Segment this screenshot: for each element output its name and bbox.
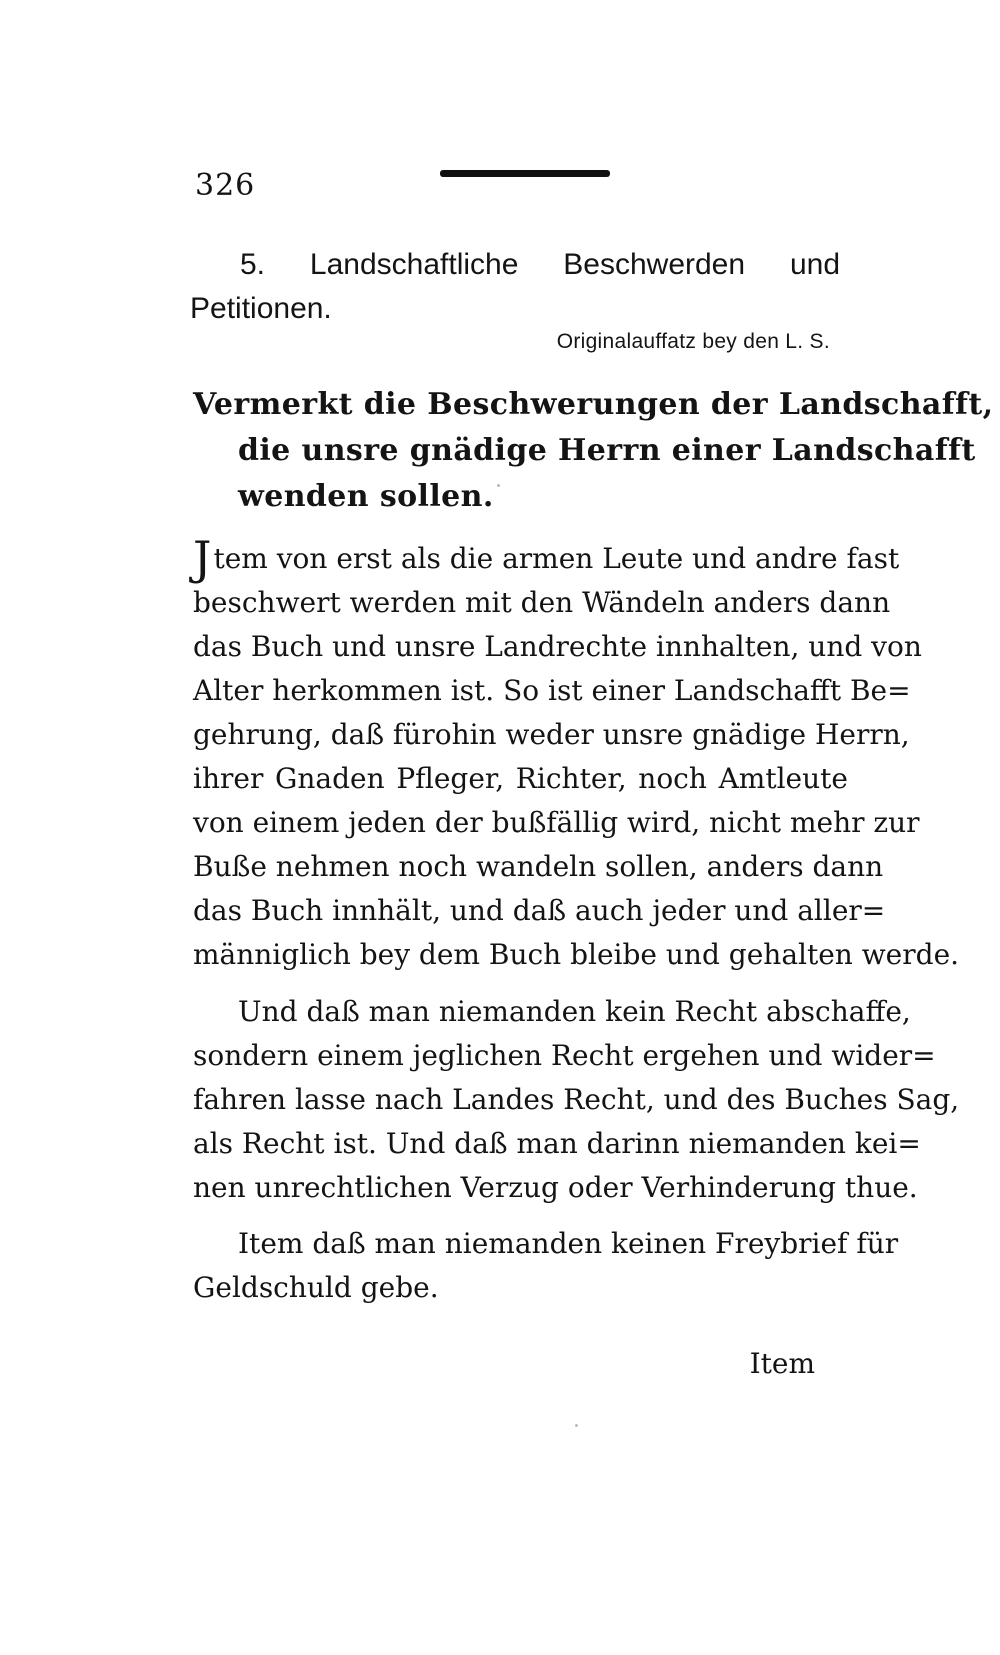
text-line: fahren lasse nach Landes Recht, und des Buches Sag, xyxy=(193,1083,960,1116)
text-line: tem von erst als die armen Leute und andre fast xyxy=(213,542,900,575)
paper-speck xyxy=(497,484,500,487)
source-note: Originalauffatz bey den L. S. xyxy=(556,330,830,353)
title-line: Vermerkt die Beschwerungen der Landschafft, xyxy=(193,387,994,422)
text-line: Item daß man niemanden keinen Freybrief für xyxy=(238,1227,899,1260)
paragraph-1 xyxy=(193,531,960,977)
paper-speck xyxy=(575,1424,578,1427)
text-line: männiglich bey dem Buch bleibe und gehalten werde. xyxy=(193,938,960,971)
text-line: als Recht ist. Und daß man darinn niemanden kei= xyxy=(193,1127,921,1160)
text-line: beschwert werden mit den Wändeln anders dann xyxy=(193,586,891,619)
text-line: das Buch und unsre Landrechte innhalten, und von xyxy=(193,630,922,663)
section-heading: 5. Landschaftliche Beschwerden und Petitionen. xyxy=(190,248,840,325)
text-line: sondern einem jeglichen Recht ergehen und wider= xyxy=(193,1039,936,1072)
text-line: Und daß man niemanden kein Recht abschaffe, xyxy=(238,995,911,1028)
page-number: 326 xyxy=(195,168,256,203)
title-line: die unsre gnädige Herrn einer Landschafft xyxy=(238,433,976,468)
title-line: wenden sollen. xyxy=(238,479,494,514)
header-rule xyxy=(440,170,610,177)
catchword: Item xyxy=(749,1347,815,1380)
document-title xyxy=(193,382,994,520)
text-line: ihrer Gnaden Pfleger, Richter, noch Amtleute xyxy=(193,762,848,795)
paragraph-3 xyxy=(193,1222,899,1310)
text-line: das Buch innhält, und daß auch jeder und aller= xyxy=(193,894,886,927)
text-line: nen unrechtlichen Verzug oder Verhinderung thue. xyxy=(193,1171,918,1204)
text-line: von einem jeden der bußfällig wird, nicht mehr zur xyxy=(193,806,920,839)
paragraph-2 xyxy=(193,990,960,1210)
text-line: Alter herkommen ist. So ist einer Landschafft Be= xyxy=(193,674,911,707)
drop-initial: J xyxy=(193,531,212,585)
text-line: gehrung, daß fürohin weder unsre gnädige Herrn, xyxy=(193,718,910,751)
text-line: Buße nehmen noch wandeln sollen, anders dann xyxy=(193,850,884,883)
text-line: Geldschuld gebe. xyxy=(193,1271,439,1304)
